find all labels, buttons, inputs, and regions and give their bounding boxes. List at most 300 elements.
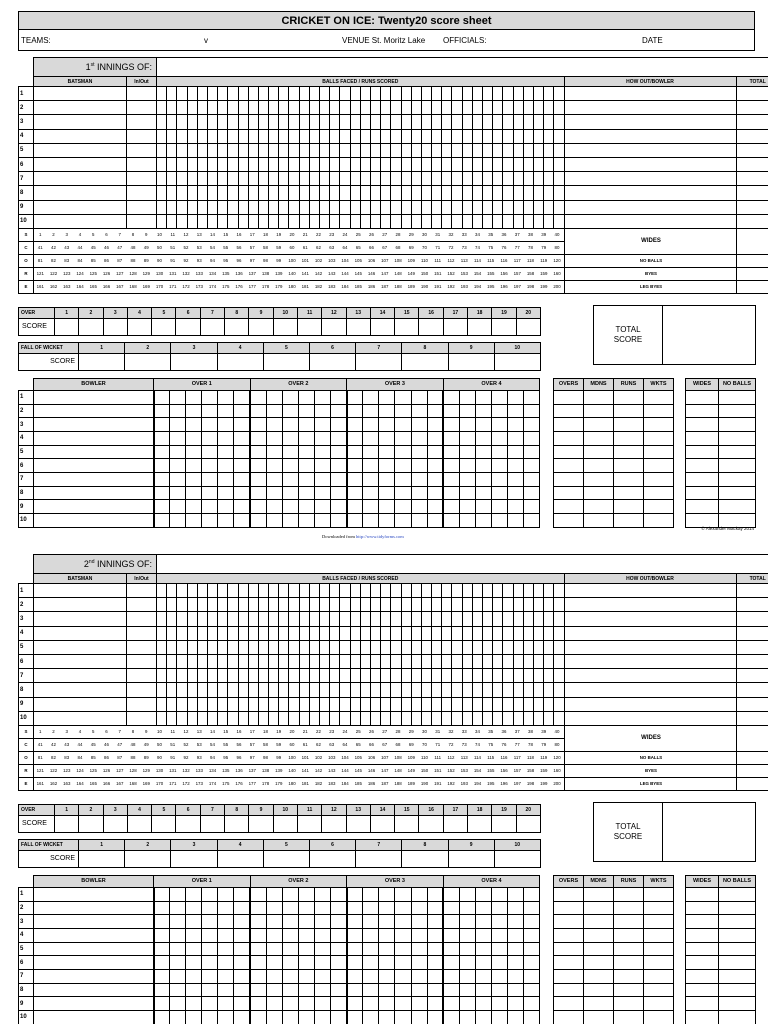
over-score-cell[interactable]	[152, 318, 176, 335]
bowler-name-cell[interactable]	[34, 418, 154, 432]
bowl-ball-cell[interactable]	[170, 514, 186, 528]
bowl-extras-cell[interactable]	[686, 1011, 719, 1024]
ball-cell[interactable]	[350, 186, 360, 200]
stat-cell[interactable]	[614, 390, 644, 404]
ball-cell[interactable]	[299, 101, 309, 115]
total-cell[interactable]	[736, 101, 768, 115]
score-number[interactable]: 132	[182, 768, 190, 774]
ball-cell[interactable]	[411, 669, 421, 683]
ball-cell[interactable]	[432, 186, 442, 200]
ball-cell[interactable]	[197, 654, 207, 668]
bowl-ball-cell[interactable]	[298, 390, 314, 404]
score-number[interactable]: 143	[328, 768, 336, 774]
score-number[interactable]: 39	[541, 232, 547, 238]
ball-cell[interactable]	[370, 640, 380, 654]
ball-cell[interactable]	[167, 186, 177, 200]
bowl-ball-cell[interactable]	[443, 473, 459, 487]
ball-cell[interactable]	[177, 200, 187, 214]
bowl-ball-cell[interactable]	[202, 459, 218, 473]
ball-cell[interactable]	[421, 87, 431, 101]
bowl-extras-cell[interactable]	[686, 445, 719, 459]
score-number[interactable]: 73	[461, 742, 467, 748]
score-number[interactable]: 12	[183, 729, 189, 735]
ball-cell[interactable]	[544, 186, 554, 200]
ball-cell[interactable]	[462, 186, 472, 200]
bowler-name-cell[interactable]	[34, 901, 154, 915]
ball-cell[interactable]	[554, 711, 564, 725]
ball-cell[interactable]	[177, 612, 187, 626]
bowl-ball-cell[interactable]	[170, 928, 186, 942]
bowl-ball-cell[interactable]	[202, 970, 218, 984]
ball-cell[interactable]	[483, 200, 493, 214]
ball-cell[interactable]	[533, 87, 543, 101]
score-number[interactable]: 136	[235, 768, 243, 774]
bowl-ball-cell[interactable]	[427, 915, 443, 929]
bowl-ball-cell[interactable]	[170, 983, 186, 997]
score-number[interactable]: 45	[90, 245, 96, 251]
bowl-ball-cell[interactable]	[250, 997, 266, 1011]
score-number[interactable]: 126	[102, 271, 111, 277]
over-score-cell[interactable]	[55, 815, 79, 832]
bowl-ball-cell[interactable]	[524, 983, 540, 997]
ball-cell[interactable]	[472, 143, 482, 157]
bowl-ball-cell[interactable]	[331, 970, 347, 984]
score-number[interactable]: 54	[210, 742, 215, 748]
bowl-ball-cell[interactable]	[524, 970, 540, 984]
bowl-extras-cell[interactable]	[686, 459, 719, 473]
score-number[interactable]: 16	[236, 232, 242, 238]
score-number[interactable]: 156	[500, 768, 508, 774]
over-score-cell[interactable]	[225, 318, 249, 335]
score-number[interactable]: 106	[367, 258, 376, 264]
bowl-ball-cell[interactable]	[154, 500, 170, 514]
over-score-cell[interactable]	[492, 318, 516, 335]
bowl-ball-cell[interactable]	[475, 956, 491, 970]
bowl-ball-cell[interactable]	[443, 514, 459, 528]
bowl-extras-cell[interactable]	[719, 459, 756, 473]
total-cell[interactable]	[736, 186, 768, 200]
bowl-ball-cell[interactable]	[282, 970, 298, 984]
bowl-ball-cell[interactable]	[491, 418, 507, 432]
ball-cell[interactable]	[503, 683, 513, 697]
extras-value[interactable]	[736, 725, 768, 751]
bowl-ball-cell[interactable]	[363, 418, 379, 432]
ball-cell[interactable]	[442, 640, 452, 654]
ball-cell[interactable]	[207, 683, 217, 697]
bowl-ball-cell[interactable]	[395, 983, 411, 997]
bowl-ball-cell[interactable]	[491, 486, 507, 500]
ball-cell[interactable]	[320, 157, 330, 171]
bowl-ball-cell[interactable]	[250, 956, 266, 970]
bowl-extras-cell[interactable]	[686, 500, 719, 514]
bowl-ball-cell[interactable]	[170, 486, 186, 500]
score-number[interactable]: 138	[261, 271, 270, 277]
stat-cell[interactable]	[644, 514, 674, 528]
ball-cell[interactable]	[157, 598, 167, 612]
ball-cell[interactable]	[187, 711, 197, 725]
score-number[interactable]: 134	[208, 271, 217, 277]
ball-cell[interactable]	[401, 711, 411, 725]
bowl-ball-cell[interactable]	[186, 928, 202, 942]
ball-cell[interactable]	[503, 143, 513, 157]
ball-cell[interactable]	[289, 683, 299, 697]
ball-cell[interactable]	[472, 697, 482, 711]
over-score-cell[interactable]	[370, 815, 394, 832]
ball-cell[interactable]	[269, 669, 279, 683]
score-number[interactable]: 189	[407, 284, 415, 290]
score-number[interactable]: 90	[157, 755, 162, 761]
bowl-extras-cell[interactable]	[686, 431, 719, 445]
score-number[interactable]: 189	[407, 781, 415, 787]
ball-cell[interactable]	[381, 129, 391, 143]
ball-cell[interactable]	[167, 115, 177, 129]
ball-cell[interactable]	[391, 157, 401, 171]
score-number[interactable]: 11	[170, 729, 176, 735]
ball-cell[interactable]	[554, 584, 564, 598]
score-number[interactable]: 125	[89, 271, 97, 277]
bowl-ball-cell[interactable]	[508, 956, 524, 970]
ball-cell[interactable]	[340, 200, 350, 214]
ball-cell[interactable]	[350, 626, 360, 640]
bowl-ball-cell[interactable]	[491, 473, 507, 487]
ball-cell[interactable]	[248, 640, 258, 654]
ball-cell[interactable]	[309, 200, 319, 214]
inout-cell[interactable]	[127, 711, 157, 725]
ball-cell[interactable]	[462, 669, 472, 683]
score-number[interactable]: 61	[302, 245, 308, 251]
score-number[interactable]: 4	[78, 232, 82, 238]
ball-cell[interactable]	[187, 143, 197, 157]
ball-cell[interactable]	[513, 683, 523, 697]
score-number[interactable]: 33	[461, 232, 467, 238]
ball-cell[interactable]	[533, 115, 543, 129]
over-score-cell[interactable]	[176, 318, 200, 335]
score-number[interactable]: 26	[369, 232, 374, 238]
ball-cell[interactable]	[421, 214, 431, 228]
how-out-cell[interactable]	[564, 626, 736, 640]
ball-cell[interactable]	[370, 172, 380, 186]
score-number[interactable]: 124	[76, 768, 84, 774]
ball-cell[interactable]	[309, 711, 319, 725]
score-number[interactable]: 109	[407, 755, 415, 761]
ball-cell[interactable]	[299, 87, 309, 101]
bowl-ball-cell[interactable]	[491, 997, 507, 1011]
bowl-ball-cell[interactable]	[363, 473, 379, 487]
ball-cell[interactable]	[452, 584, 462, 598]
inout-cell[interactable]	[127, 683, 157, 697]
ball-cell[interactable]	[391, 626, 401, 640]
ball-cell[interactable]	[472, 654, 482, 668]
score-number[interactable]: 77	[514, 742, 520, 748]
score-number[interactable]: 137	[248, 271, 256, 277]
ball-cell[interactable]	[330, 654, 340, 668]
bowl-ball-cell[interactable]	[202, 887, 218, 901]
stat-cell[interactable]	[554, 887, 584, 901]
ball-cell[interactable]	[544, 143, 554, 157]
ball-cell[interactable]	[330, 640, 340, 654]
ball-cell[interactable]	[330, 584, 340, 598]
bowl-ball-cell[interactable]	[347, 445, 363, 459]
extras-value[interactable]	[736, 228, 768, 254]
bowl-ball-cell[interactable]	[379, 970, 395, 984]
score-number[interactable]: 27	[382, 729, 388, 735]
extras-value[interactable]	[736, 267, 768, 280]
score-number[interactable]: 80	[554, 245, 560, 251]
inout-cell[interactable]	[127, 669, 157, 683]
bowl-ball-cell[interactable]	[395, 486, 411, 500]
score-number[interactable]: 32	[448, 729, 454, 735]
bowl-ball-cell[interactable]	[314, 473, 330, 487]
score-number[interactable]: 195	[487, 781, 495, 787]
bowl-ball-cell[interactable]	[347, 928, 363, 942]
bowl-ball-cell[interactable]	[298, 404, 314, 418]
ball-cell[interactable]	[360, 683, 370, 697]
ball-cell[interactable]	[432, 640, 442, 654]
score-number[interactable]: 41	[37, 245, 43, 251]
bowl-ball-cell[interactable]	[234, 983, 250, 997]
bowl-ball-cell[interactable]	[363, 970, 379, 984]
bowl-ball-cell[interactable]	[363, 431, 379, 445]
over-score-cell[interactable]	[443, 318, 467, 335]
bowl-extras-cell[interactable]	[686, 928, 719, 942]
score-number[interactable]: 159	[540, 768, 548, 774]
ball-cell[interactable]	[228, 612, 238, 626]
ball-cell[interactable]	[279, 711, 289, 725]
ball-cell[interactable]	[533, 711, 543, 725]
bowl-ball-cell[interactable]	[218, 486, 234, 500]
bowl-ball-cell[interactable]	[475, 970, 491, 984]
ball-cell[interactable]	[381, 200, 391, 214]
score-number[interactable]: 96	[236, 258, 242, 264]
ball-cell[interactable]	[238, 87, 248, 101]
score-number[interactable]: 48	[130, 245, 136, 251]
ball-cell[interactable]	[279, 640, 289, 654]
score-number[interactable]: 88	[130, 755, 136, 761]
ball-cell[interactable]	[442, 612, 452, 626]
score-number[interactable]: 181	[301, 284, 309, 290]
ball-cell[interactable]	[289, 157, 299, 171]
how-out-cell[interactable]	[564, 87, 736, 101]
score-number[interactable]: 75	[488, 245, 494, 251]
ball-cell[interactable]	[207, 612, 217, 626]
bowl-ball-cell[interactable]	[427, 928, 443, 942]
bowl-ball-cell[interactable]	[218, 514, 234, 528]
score-number[interactable]: 135	[222, 271, 230, 277]
bowl-ball-cell[interactable]	[298, 970, 314, 984]
score-number[interactable]: 181	[301, 781, 309, 787]
score-number[interactable]: 167	[116, 781, 124, 787]
over-score-cell[interactable]	[468, 318, 492, 335]
ball-cell[interactable]	[401, 186, 411, 200]
bowl-ball-cell[interactable]	[266, 390, 282, 404]
bowl-ball-cell[interactable]	[347, 486, 363, 500]
score-number[interactable]: 115	[487, 755, 495, 761]
score-number[interactable]: 185	[354, 284, 362, 290]
bowl-ball-cell[interactable]	[266, 486, 282, 500]
bowl-ball-cell[interactable]	[347, 431, 363, 445]
score-number[interactable]: 180	[288, 781, 296, 787]
ball-cell[interactable]	[269, 584, 279, 598]
bowl-ball-cell[interactable]	[443, 418, 459, 432]
ball-cell[interactable]	[360, 711, 370, 725]
bowl-ball-cell[interactable]	[282, 404, 298, 418]
ball-cell[interactable]	[381, 626, 391, 640]
ball-cell[interactable]	[462, 640, 472, 654]
bowl-ball-cell[interactable]	[475, 928, 491, 942]
score-number[interactable]: 143	[328, 271, 336, 277]
ball-cell[interactable]	[228, 640, 238, 654]
bowl-ball-cell[interactable]	[347, 983, 363, 997]
ball-cell[interactable]	[320, 612, 330, 626]
bowl-ball-cell[interactable]	[266, 418, 282, 432]
bowl-ball-cell[interactable]	[427, 473, 443, 487]
score-number[interactable]: 39	[541, 729, 547, 735]
bowl-ball-cell[interactable]	[443, 500, 459, 514]
score-number[interactable]: 108	[394, 755, 402, 761]
how-out-cell[interactable]	[564, 115, 736, 129]
score-number[interactable]: 193	[460, 781, 468, 787]
ball-cell[interactable]	[391, 640, 401, 654]
batsman-name-cell[interactable]	[34, 172, 127, 186]
over-score-cell[interactable]	[370, 318, 394, 335]
bowl-ball-cell[interactable]	[395, 915, 411, 929]
score-number[interactable]: 53	[196, 742, 202, 748]
stat-cell[interactable]	[614, 942, 644, 956]
ball-cell[interactable]	[340, 129, 350, 143]
score-number[interactable]: 117	[513, 755, 521, 761]
bowl-ball-cell[interactable]	[154, 404, 170, 418]
stat-cell[interactable]	[584, 928, 614, 942]
bowl-ball-cell[interactable]	[202, 983, 218, 997]
bowl-ball-cell[interactable]	[491, 887, 507, 901]
ball-cell[interactable]	[238, 598, 248, 612]
bowl-ball-cell[interactable]	[154, 390, 170, 404]
bowl-ball-cell[interactable]	[170, 887, 186, 901]
bowl-ball-cell[interactable]	[154, 445, 170, 459]
score-number[interactable]: 137	[248, 768, 256, 774]
ball-cell[interactable]	[248, 129, 258, 143]
ball-cell[interactable]	[421, 598, 431, 612]
ball-cell[interactable]	[197, 214, 207, 228]
bowl-ball-cell[interactable]	[250, 459, 266, 473]
score-number[interactable]: 20	[289, 729, 295, 735]
bowl-ball-cell[interactable]	[266, 928, 282, 942]
score-number[interactable]: 84	[77, 755, 83, 761]
ball-cell[interactable]	[197, 584, 207, 598]
ball-cell[interactable]	[187, 172, 197, 186]
ball-cell[interactable]	[279, 172, 289, 186]
how-out-cell[interactable]	[564, 711, 736, 725]
score-number[interactable]: 178	[261, 781, 270, 787]
ball-cell[interactable]	[391, 186, 401, 200]
ball-cell[interactable]	[177, 214, 187, 228]
bowl-ball-cell[interactable]	[186, 901, 202, 915]
ball-cell[interactable]	[279, 612, 289, 626]
ball-cell[interactable]	[248, 697, 258, 711]
bowl-ball-cell[interactable]	[427, 887, 443, 901]
bowl-extras-cell[interactable]	[719, 942, 756, 956]
score-number[interactable]: 70	[422, 245, 427, 251]
score-number[interactable]: 8	[131, 232, 135, 238]
ball-cell[interactable]	[197, 157, 207, 171]
bowl-ball-cell[interactable]	[395, 445, 411, 459]
ball-cell[interactable]	[503, 87, 513, 101]
score-number[interactable]: 21	[302, 232, 308, 238]
bowl-ball-cell[interactable]	[491, 445, 507, 459]
ball-cell[interactable]	[248, 101, 258, 115]
score-number[interactable]: 25	[355, 232, 361, 238]
ball-cell[interactable]	[523, 626, 533, 640]
stat-cell[interactable]	[554, 997, 584, 1011]
bowl-ball-cell[interactable]	[411, 942, 427, 956]
bowl-ball-cell[interactable]	[491, 901, 507, 915]
ball-cell[interactable]	[228, 172, 238, 186]
ball-cell[interactable]	[452, 214, 462, 228]
ball-cell[interactable]	[269, 172, 279, 186]
score-number[interactable]: 14	[210, 232, 215, 238]
score-number[interactable]: 51	[170, 742, 176, 748]
bowl-ball-cell[interactable]	[427, 486, 443, 500]
score-number[interactable]: 26	[369, 729, 374, 735]
bowl-ball-cell[interactable]	[186, 970, 202, 984]
ball-cell[interactable]	[320, 711, 330, 725]
score-number[interactable]: 17	[249, 232, 255, 238]
ball-cell[interactable]	[228, 115, 238, 129]
score-number[interactable]: 5	[92, 729, 95, 735]
ball-cell[interactable]	[289, 612, 299, 626]
ball-cell[interactable]	[157, 129, 167, 143]
ball-cell[interactable]	[238, 172, 248, 186]
score-number[interactable]: 115	[487, 258, 495, 264]
bowl-ball-cell[interactable]	[202, 431, 218, 445]
bowler-name-cell[interactable]	[34, 404, 154, 418]
ball-cell[interactable]	[187, 697, 197, 711]
ball-cell[interactable]	[269, 214, 279, 228]
bowl-ball-cell[interactable]	[524, 915, 540, 929]
ball-cell[interactable]	[238, 669, 248, 683]
extras-value[interactable]	[736, 764, 768, 777]
ball-cell[interactable]	[513, 200, 523, 214]
bowl-ball-cell[interactable]	[186, 445, 202, 459]
wicket-score-cell[interactable]	[448, 353, 494, 370]
ball-cell[interactable]	[248, 186, 258, 200]
ball-cell[interactable]	[370, 584, 380, 598]
bowl-ball-cell[interactable]	[347, 956, 363, 970]
ball-cell[interactable]	[269, 101, 279, 115]
bowl-ball-cell[interactable]	[475, 390, 491, 404]
ball-cell[interactable]	[503, 584, 513, 598]
ball-cell[interactable]	[197, 711, 207, 725]
bowl-ball-cell[interactable]	[218, 997, 234, 1011]
ball-cell[interactable]	[187, 584, 197, 598]
ball-cell[interactable]	[269, 143, 279, 157]
bowl-ball-cell[interactable]	[186, 418, 202, 432]
ball-cell[interactable]	[238, 640, 248, 654]
bowl-ball-cell[interactable]	[234, 459, 250, 473]
bowl-ball-cell[interactable]	[411, 390, 427, 404]
stat-cell[interactable]	[584, 431, 614, 445]
score-number[interactable]: 69	[408, 742, 414, 748]
ball-cell[interactable]	[269, 711, 279, 725]
score-number[interactable]: 111	[434, 258, 442, 264]
score-number[interactable]: 130	[155, 768, 164, 774]
bowl-ball-cell[interactable]	[218, 942, 234, 956]
inout-cell[interactable]	[127, 186, 157, 200]
bowl-ball-cell[interactable]	[411, 956, 427, 970]
total-cell[interactable]	[736, 200, 768, 214]
ball-cell[interactable]	[503, 115, 513, 129]
ball-cell[interactable]	[483, 172, 493, 186]
